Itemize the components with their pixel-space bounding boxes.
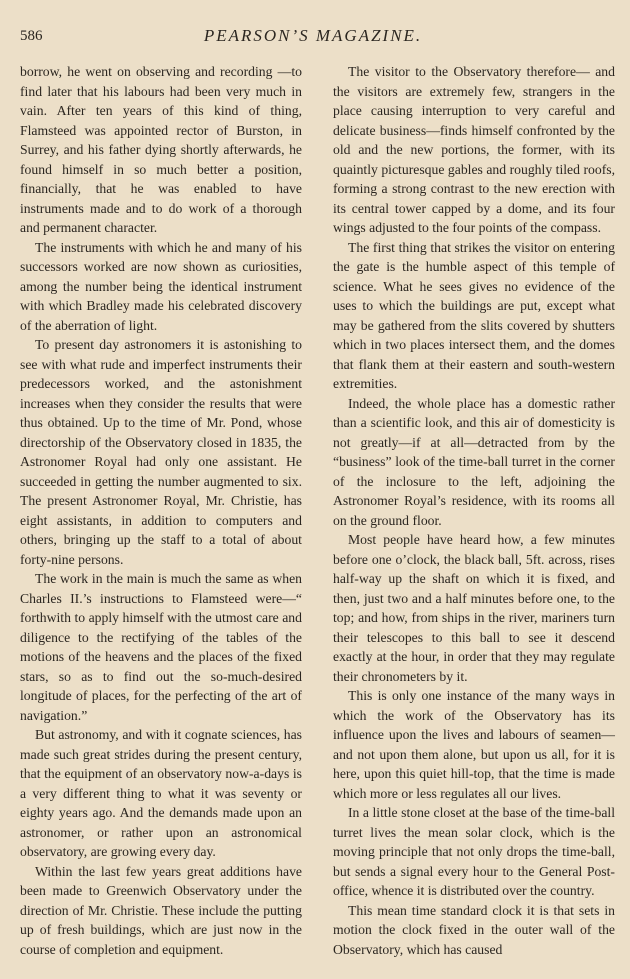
paragraph: The work in the main is much the same as when Charles II.’s instructions to Flamsteed were—“ forthwith to apply himself with the utmost care and diligence to the rectifying of the tables of the motions of the heavens and the places of the fixed stars, so as to find out the so-much-desired longitude of places, for the perfecting of the art of navigation.” (20, 571, 302, 723)
paragraph: The first thing that strikes the visitor on entering the gate is the humble aspect of this temple of science. What he sees gives no evidence of the uses to which the buildings are put, except what may be gathered from the slits covered by shutters which in two places intersect them, and the domes that flank them at their eastern and south-western extremities. (333, 239, 615, 391)
page-header (20, 22, 606, 48)
paragraph: This is only one instance of the many ways in which the work of the Observatory has its influence upon the lives and labours of seamen—and not upon them alone, but upon us all, for it is here, upon this quiet hill-top, that the time is made which more or less regulates all our lives. (333, 688, 615, 801)
paragraph: Indeed, the whole place has a domestic rather than a scientific look, and this air of domesticity is not greatly—if at all—detracted from by the “business” look of the time-ball turret in the corner of the inclosure to the left, adjoining the Astronomer Royal’s residence, with its rooms all on the ground floor. (333, 395, 615, 528)
paragraph: borrow, he went on observing and recording —to find later that his labours had been very much in vain. After ten years of this kind of thing, Flamsteed was appointed rector of Burston, in Surrey, and his father dying shortly afterwards, he found himself in so much better a position, financially, that he was enabled to have instruments made and to do work of a thorough and permanent character. (20, 64, 302, 235)
right-column (333, 62, 615, 959)
paragraph: The visitor to the Observatory therefore— and the visitors are extremely few, strangers in the place causing interruption to very careful and delicate business—finds himself confronted by the old and the new portions, the former, with its quaintly picturesque gables and roughly tiled roofs, forming a strong contrast to the new erection with its central tower capped by a dome, and its four wings adjusted to the four points of the compass. (333, 64, 615, 235)
paragraph: To present day astronomers it is astonishing to see with what rude and imperfect instruments their predecessors worked, and the astonishment increases when they consider the results that were thus obtained. Up to the time of Mr. Pond, whose directorship of the Observatory closed in 1835, the Astronomer Royal had only one assistant. He succeeded in getting the number augmented to six. The present Astronomer Royal, Mr. Christie, has eight assistants, in addition to computers and others, bringing up the staff to a total of about forty-nine persons. (20, 337, 302, 567)
paragraph: Most people have heard how, a few minutes before one o’clock, the black ball, 5ft. across, rises half-way up the shaft on which it is fixed, and then, just two and a half minutes before one, to the top; and how, from ships in the river, mariners turn their telescopes to this ball to see it descend exactly at the hour, in order that they may regulate their chronometers by it. (333, 532, 615, 684)
paragraph: The instruments with which he and many of his successors worked are now shown as curiosities, among the number being the identical instrument with which Bradley made his celebrated discovery of the aberration of light. (20, 239, 302, 333)
paragraph: In a little stone closet at the base of the time-ball turret lives the mean solar clock, which is the moving principle that not only drops the time-ball, but sends a signal every hour to the General Post-office, whence it is distributed over the country. (333, 805, 615, 898)
magazine-title: PEARSON’S MAGAZINE. (203, 26, 423, 45)
paragraph: Within the last few years great additions have been made to Greenwich Observatory under the direction of Mr. Christie. These include the putting up of fresh buildings, which are just now in the course of completion and equipment. (20, 863, 302, 957)
paragraph: But astronomy, and with it cognate sciences, has made such great strides during the present century, that the equipment of an observatory now-a-days is a very different thing to what it was seventy or eighty years ago. And the demands made upon an astronomer, or rather upon an astronomical observatory, are growing every day. (20, 727, 302, 859)
left-column (20, 62, 302, 959)
paragraph: This mean time standard clock it is that sets in motion the clock fixed in the outer wall of the Observatory, which has caused (333, 902, 615, 957)
page-number: 586 (20, 28, 43, 44)
